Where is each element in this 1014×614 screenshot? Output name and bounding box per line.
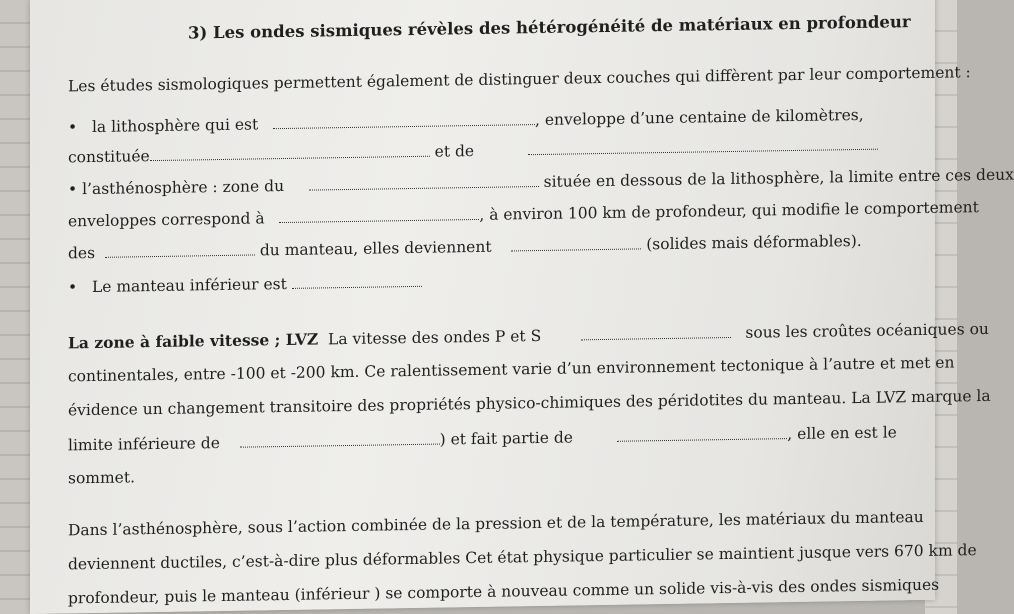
lvz-text-a: La vitesse des ondes P et S [328, 326, 542, 349]
manteau-text: Le manteau inférieur est [91, 274, 287, 297]
blank-manteau[interactable] [292, 272, 422, 289]
blank-lvz-3[interactable] [617, 424, 787, 442]
litho-text-a: la lithosphère qui est [91, 115, 259, 137]
astheno-line-3 [68, 231, 862, 262]
blank-astheno-1[interactable] [309, 172, 539, 191]
astheno-line-1 [68, 165, 1014, 199]
blank-litho-2[interactable] [150, 142, 430, 161]
manteau-line [68, 272, 422, 297]
astheno-text-f: du manteau, elles deviennent [259, 237, 492, 260]
astheno-text-a: l’asthénosphère : zone du [82, 177, 285, 199]
astheno-text-c: enveloppes correspond à [68, 209, 265, 231]
lvz-text-c: limite inférieure de [68, 434, 220, 455]
lvz-text-d: ) et fait partie de [439, 428, 573, 449]
lvz-line-1 [68, 319, 989, 352]
litho-text-b: , enveloppe d’une centaine de kilomètres, [535, 105, 864, 130]
bullet: • [68, 118, 78, 137]
astheno-text-e: des [68, 243, 96, 263]
lvz-line-2: continentales, entre -100 et -200 km. Ce ralentissement varie d’un environnement tectonique à l’autre et met en [68, 353, 955, 386]
lvz-line-5: sommet. [68, 468, 136, 488]
lvz-text-e: , elle en est le [787, 423, 897, 444]
blank-astheno-2[interactable] [279, 205, 479, 223]
astheno-text-g: (solides mais déformables). [646, 231, 862, 254]
blank-lvz-2[interactable] [240, 430, 440, 448]
lvz-line-3: évidence un changement transitoire des propriétés physico-chimiques des péridotites du manteau. La LVZ marque la [68, 386, 991, 420]
lvz-text-b: sous les croûtes océaniques ou [745, 319, 989, 342]
bullet: • [68, 180, 78, 199]
blank-astheno-4[interactable] [511, 234, 641, 251]
astheno-line-2 [68, 197, 979, 230]
document-page [30, 0, 1014, 614]
para3-line-2: deviennent ductiles, c’est-à-dire plus déformables Cet état physique particulier se maintient jusque vers 670 km de [68, 541, 977, 574]
litho-text-d: et de [434, 142, 475, 161]
blank-lvz-1[interactable] [581, 323, 731, 340]
blank-litho-1[interactable] [273, 110, 535, 129]
section-title: 3) Les ondes sismiques révèles des hétérogénéité de matériaux en profondeur [188, 12, 911, 43]
astheno-text-d: , à environ 100 km de profondeur, qui modifie le comportement [479, 198, 979, 224]
intro-paragraph: Les études sismologiques permettent également de distinguer deux couches qui diffèrent par leur comportement : [68, 63, 971, 96]
blank-astheno-3[interactable] [105, 240, 255, 257]
bullet: • [68, 278, 78, 297]
blank-litho-3[interactable] [528, 135, 878, 155]
litho-text-c: constituée [68, 147, 150, 167]
litho-line-1 [68, 104, 934, 137]
para3-line-3: profondeur, puis le manteau (inférieur ) se comporte à nouveau comme un solide vis-à-vis des ondes sismiques [68, 575, 940, 608]
litho-line-2 [68, 135, 878, 167]
lvz-line-4 [68, 422, 897, 454]
astheno-text-b: située en dessous de la lithosphère, la limite entre ces deux [543, 165, 1014, 191]
lvz-heading: La zone à faible vitesse ; LVZ [68, 329, 319, 353]
para3-line-1: Dans l’asthénosphère, sous l’action combinée de la pression et de la température, les matériaux du manteau [68, 507, 924, 540]
